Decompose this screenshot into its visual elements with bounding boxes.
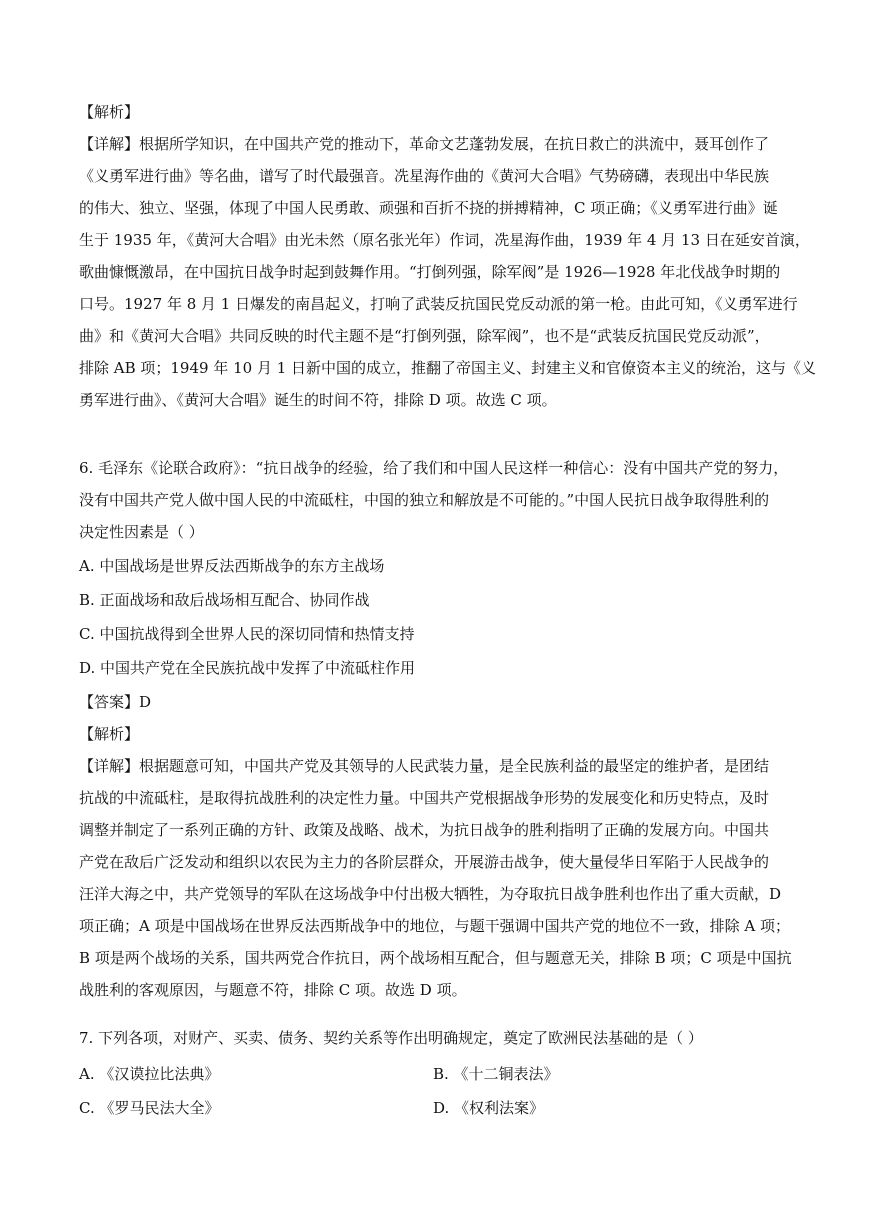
q6-detail-line: 项正确；A 项是中国战场在世界反法西斯战争中的地位，与题干强调中国共产党的地位不一致，排除 A 项； [79,917,790,935]
q6-analysis-label: 【解析】 [79,725,140,743]
q6-answer: 【答案】D [79,693,152,711]
q7-option-a: A. 《汉谟拉比法典》 [79,1065,220,1083]
q6-detail-line: B 项是两个战场的关系，国共两党合作抗日，两个战场相互配合，但与题意无关，排除 B 项；C 项是中国抗 [79,949,792,967]
q7-option-c: C. 《罗马民法大全》 [79,1099,220,1117]
q6-option-d: D. 中国共产党在全民族抗战中发挥了中流砥柱作用 [79,659,416,677]
q7-stem: 7. 下列各项，对财产、买卖、债务、契约关系等作出明确规定，奠定了欧洲民法基础的是（ ） [79,1029,703,1047]
q6-stem-line: 6. 毛泽东《论联合政府》：“抗日战争的经验，给了我们和中国人民这样一种信心：没有中国共产党的努力， [79,459,789,477]
q7-option-b: B. 《十二铜表法》 [433,1065,559,1083]
q6-detail-line: 汪洋大海之中，共产党领导的军队在这场战争中付出极大牺牲，为夺取抗日战争胜利也作出了重大贡献，D [79,885,782,903]
q6-detail-line: 抗战的中流砥柱，是取得抗战胜利的决定性力量。中国共产党根据战争形势的发展变化和历史特点，及时 [79,789,770,807]
q5-detail-line: 口号。1927 年 8 月 1 日爆发的南昌起义，打响了武装反抗国民党反动派的第一枪。由此可知，《义勇军进行 [79,295,798,313]
q5-detail-line: 《义勇军进行曲》等名曲，谱写了时代最强音。冼星海作曲的《黄河大合唱》气势磅礴，表现出中华民族 [79,167,770,185]
q7-option-d: D. 《权利法案》 [433,1099,545,1117]
q6-stem-line: 决定性因素是（ ） [79,523,204,541]
q6-option-c: C. 中国抗战得到全世界人民的深切同情和热情支持 [79,625,415,643]
q6-stem-line: 没有中国共产党人做中国人民的中流砥柱，中国的独立和解放是不可能的。”中国人民抗日战争取得胜利的 [79,491,770,509]
q6-option-b: B. 正面战场和敌后战场相互配合、协同作战 [79,591,370,609]
q5-detail-line: 歌曲慷慨激昂，在中国抗日战争时起到鼓舞作用。“打倒列强，除军阀”是 1926—1928 年北伐战争时期的 [79,263,781,281]
q6-detail-line: 产党在敌后广泛发动和组织以农民为主力的各阶层群众，开展游击战争，使大量侵华日军陷于人民战争的 [79,853,770,871]
q5-detail-line: 的伟大、独立、坚强，体现了中国人民勇敢、顽强和百折不挠的拼搏精神，C 项正确；《义勇军进行曲》诞 [79,199,778,217]
q5-detail-line: 【详解】根据所学知识，在中国共产党的推动下，革命文艺蓬勃发展，在抗日救亡的洪流中，聂耳创作了 [79,135,770,153]
q6-option-a: A. 中国战场是世界反法西斯战争的东方主战场 [79,557,385,575]
q5-detail-line: 勇军进行曲》、《黄河大合唱》诞生的时间不符，排除 D 项。故选 C 项。 [79,391,557,409]
q6-detail-line: 调整并制定了一系列正确的方针、政策及战略、战术，为抗日战争的胜利指明了正确的发展方向。中国共 [79,821,770,839]
q6-detail-line: 战胜利的客观原因，与题意不符，排除 C 项。故选 D 项。 [79,981,467,999]
q5-analysis-label: 【解析】 [79,103,140,121]
q5-detail-line: 生于 1935 年，《黄河大合唱》由光未然（原名张光年）作词，冼星海作曲，1939 年 4 月 13 日在延安首演， [79,231,810,249]
q5-detail-line: 曲》和《黄河大合唱》共同反映的时代主题不是“打倒列强，除军阀”，也不是“武装反抗国民党反动派”， [79,327,770,345]
q6-detail-line: 【详解】根据题意可知，中国共产党及其领导的人民武装力量，是全民族利益的最坚定的维护者，是团结 [79,757,770,775]
q5-detail-line: 排除 AB 项；1949 年 10 月 1 日新中国的成立，推翻了帝国主义、封建主义和官僚资本主义的统治，这与《义 [79,359,817,377]
